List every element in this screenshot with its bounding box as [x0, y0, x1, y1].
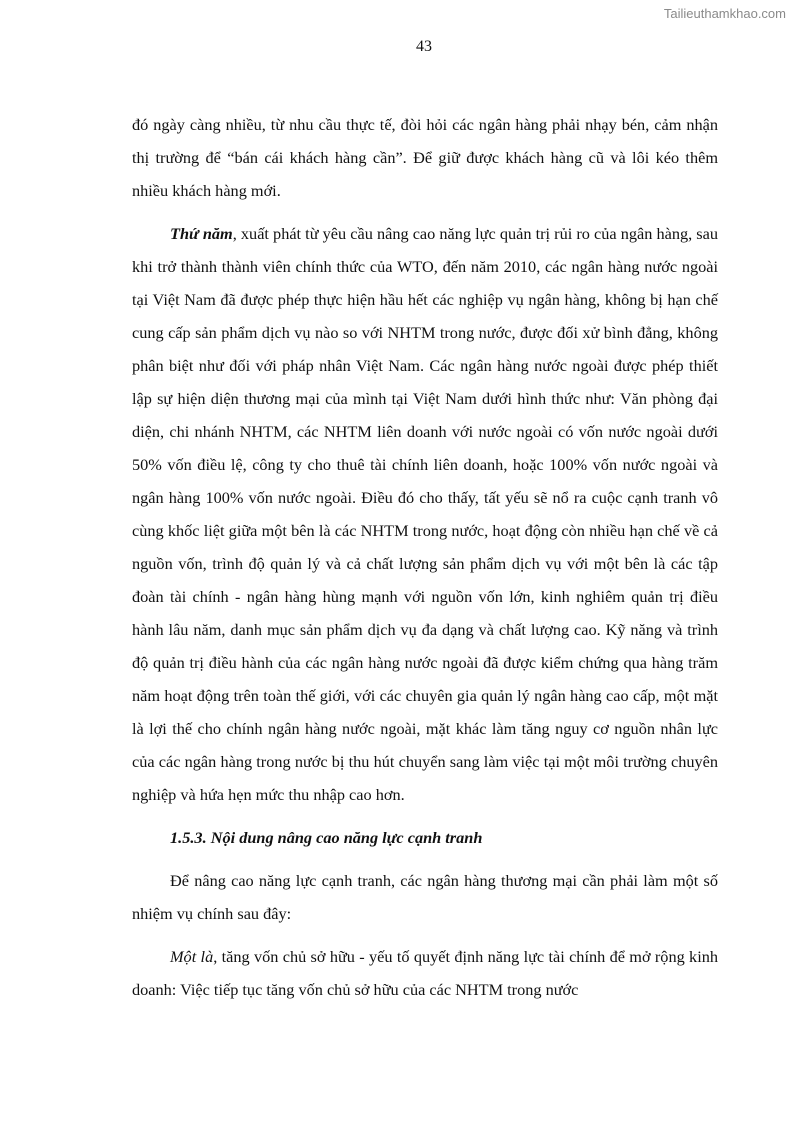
document-body — [132, 108, 718, 1016]
page-number: 43 — [416, 38, 432, 55]
paragraph-thu-nam — [132, 217, 718, 811]
paragraph-text: , xuất phát từ yêu cầu nâng cao năng lực quản trị rủi ro của ngân hàng, sau khi trở thành thành viên chính thức của WTO, đến năm 2010, các ngân hàng nước ngoài tại Việt Nam đã được phép thực hiện hầu hết các nghiệp vụ ngân hàng, không bị hạn chế cung cấp sản phẩm dịch vụ nào so với NHTM trong nước, được đối xử bình đẳng, không phân biệt như đối với pháp nhân Việt Nam. Các ngân hàng nước ngoài được phép thiết lập sự hiện diện thương mại của mình tại Việt Nam dưới hình thức như: Văn phòng đại diện, chi nhánh NHTM, các NHTM liên doanh với nước ngoài có vốn nước ngoài dưới 50% vốn điều lệ, công ty cho thuê tài chính liên doanh, hoặc 100% vốn nước ngoài và ngân hàng 100% vốn nước ngoài. Điều đó cho thấy, tất yếu sẽ nổ ra cuộc cạnh tranh vô cùng khốc liệt giữa một bên là các NHTM trong nước, hoạt động còn nhiều hạn chế về cả nguồn vốn, trình độ quản lý và cả chất lượng sản phẩm dịch vụ với một bên là các tập đoàn tài chính - ngân hàng hùng mạnh với nguồn vốn lớn, kinh nghiêm quản trị điều hành lâu năm, danh mục sản phẩm dịch vụ đa dạng và chất lượng cao. Kỹ năng và trình độ quản trị điều hành của các ngân hàng nước ngoài đã được kiểm chứng qua hàng trăm năm hoạt động trên toàn thế giới, với các chuyên gia quản lý ngân hàng cao cấp, một mặt là lợi thế cho chính ngân hàng nước ngoài, mặt khác làm tăng nguy cơ nguồn nhân lực của các ngân hàng trong nước bị thu hút chuyển sang làm việc tại một môi trường chuyên nghiệp và hứa hẹn mức thu nhập cao hơn. — [132, 224, 719, 804]
section-heading: 1.5.3. Nội dung nâng cao năng lực cạnh tranh — [170, 828, 483, 847]
paragraph-lead: Một là — [170, 947, 214, 966]
paragraph-text: , tăng vốn chủ sở hữu - yếu tố quyết định năng lực tài chính để mở rộng kinh doanh: Việc tiếp tục tăng vốn chủ sở hữu của các NHTM trong nước — [132, 947, 718, 999]
paragraph-lead: Thứ năm — [170, 224, 233, 243]
paragraph-text: đó ngày càng nhiều, từ nhu cầu thực tế, đòi hỏi các ngân hàng phải nhạy bén, cảm nhận thị trường để “bán cái khách hàng cần”. Để giữ được khách hàng cũ và lôi kéo thêm nhiều khách hàng mới. — [132, 115, 718, 200]
site-watermark: Tailieuthamkhao.com — [663, 6, 786, 21]
paragraph-continuation — [132, 108, 718, 207]
paragraph-text: Để nâng cao năng lực cạnh tranh, các ngân hàng thương mại cần phải làm một số nhiệm vụ chính sau đây: — [132, 871, 718, 923]
paragraph-intro — [132, 864, 718, 930]
paragraph-mot-la — [132, 940, 718, 1006]
